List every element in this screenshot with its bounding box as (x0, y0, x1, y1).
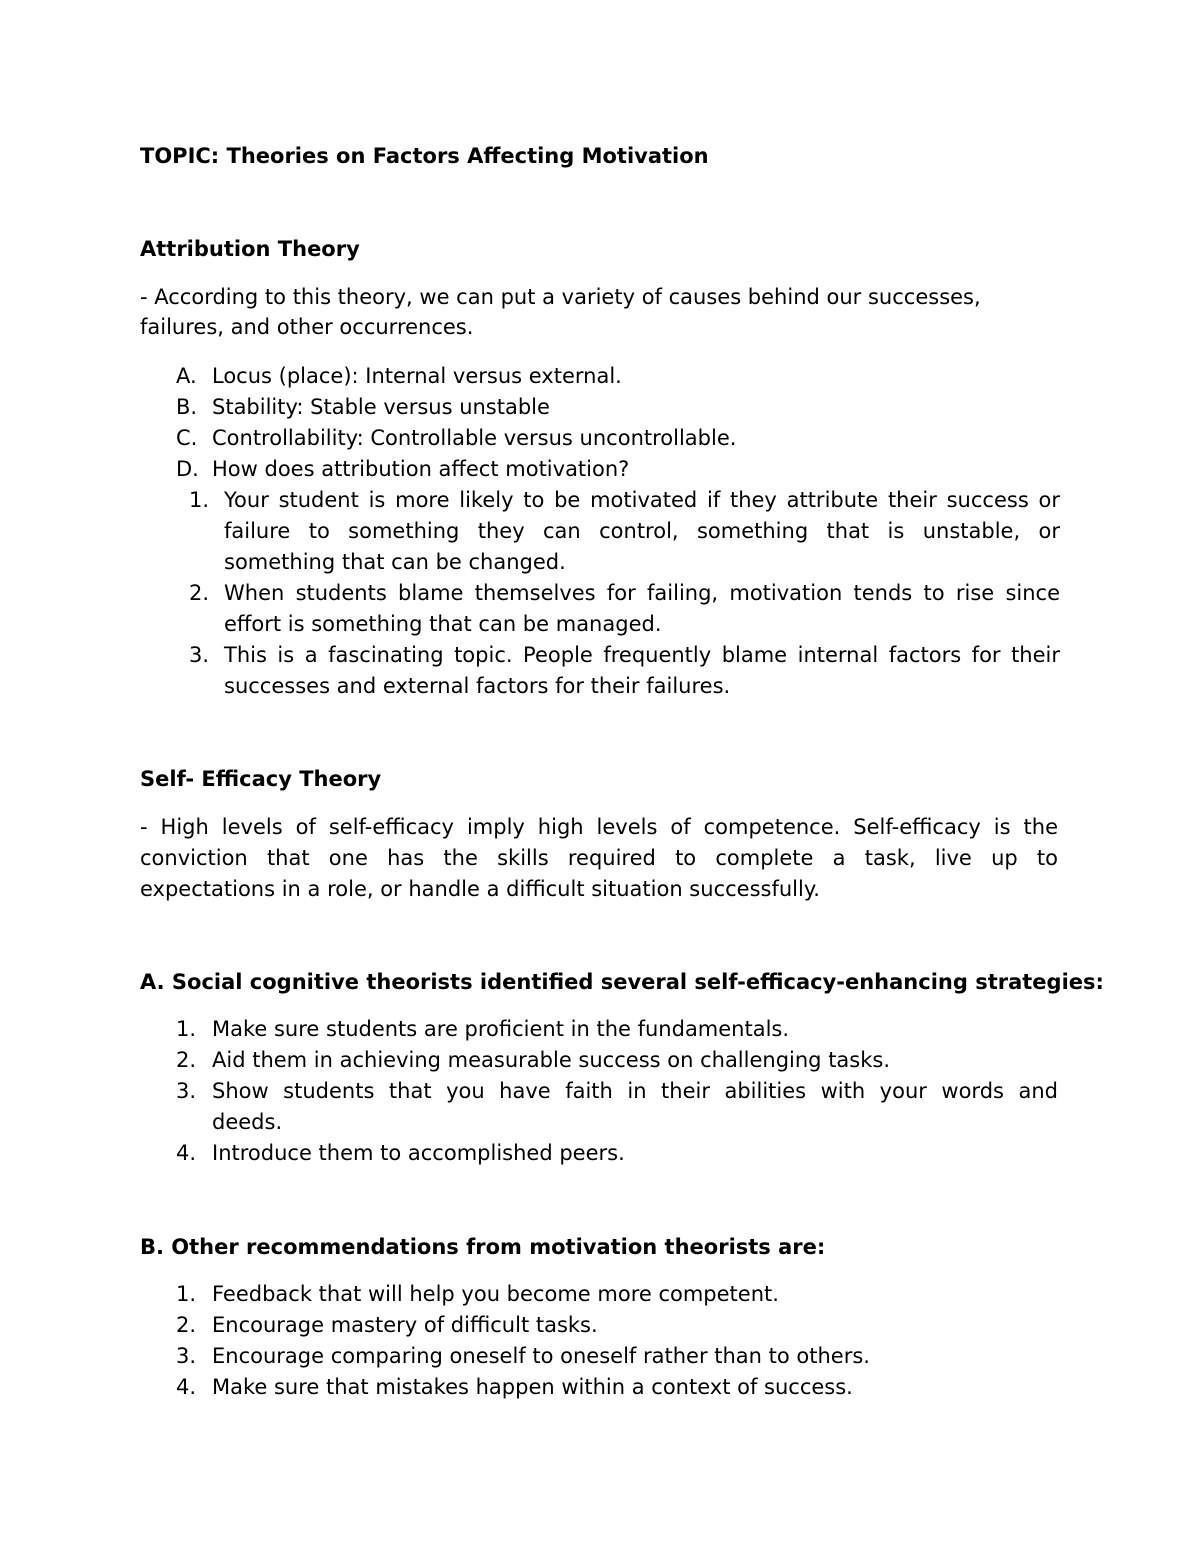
self-efficacy-intro-line: conviction that one has the skills required to complete a task, live up to (140, 846, 1058, 870)
section-b-heading: B. Other recommendations from motivation theorists are: (140, 1235, 826, 1259)
sublist-item-line: When students blame themselves for failing, motivation tends to rise since (224, 581, 1060, 605)
list-marker: 3. (176, 1079, 197, 1103)
sublist-item-line: This is a fascinating topic. People frequently blame internal factors for their (224, 643, 1060, 667)
list-item-text: Feedback that will help you become more competent. (212, 1282, 779, 1306)
list-marker: 1. (176, 1017, 197, 1041)
self-efficacy-intro-line: - High levels of self-efficacy imply high levels of competence. Self-efficacy is the (140, 815, 1058, 839)
sublist-item-line: failure to something they can control, something that is unstable, or (224, 519, 1060, 543)
attribution-intro-line-1: - According to this theory, we can put a variety of causes behind our successes, (140, 285, 981, 309)
list-item-text: Stability: Stable versus unstable (212, 395, 550, 419)
list-marker: C. (176, 426, 198, 450)
list-marker: 4. (176, 1375, 197, 1399)
list-item-text: Controllability: Controllable versus uncontrollable. (212, 426, 737, 450)
attribution-intro-line-2: failures, and other occurrences. (140, 315, 474, 339)
list-item-text: deeds. (212, 1110, 283, 1134)
list-item-text: Make sure students are proficient in the fundamentals. (212, 1017, 790, 1041)
list-marker: 4. (176, 1141, 197, 1165)
self-efficacy-heading: Self- Efficacy Theory (140, 767, 382, 791)
list-item-text: Encourage comparing oneself to oneself rather than to others. (212, 1344, 870, 1368)
list-marker: 3. (176, 1344, 197, 1368)
list-item-text: How does attribution affect motivation? (212, 457, 630, 481)
page-title: TOPIC: Theories on Factors Affecting Motivation (140, 144, 709, 168)
self-efficacy-intro-line: expectations in a role, or handle a difficult situation successfully. (140, 877, 820, 901)
list-marker: 1. (176, 1282, 197, 1306)
list-marker: D. (176, 457, 199, 481)
list-marker: A. (176, 364, 197, 388)
list-marker: B. (176, 395, 198, 419)
attribution-heading: Attribution Theory (140, 237, 360, 261)
list-marker: 3. (189, 643, 210, 667)
list-marker: 2. (189, 581, 210, 605)
list-marker: 2. (176, 1048, 197, 1072)
sublist-item-line: successes and external factors for their failures. (224, 674, 731, 698)
sublist-item-line: effort is something that can be managed. (224, 612, 662, 636)
list-item-text: Encourage mastery of difficult tasks. (212, 1313, 598, 1337)
list-item-text: Locus (place): Internal versus external. (212, 364, 622, 388)
sublist-item-line: Your student is more likely to be motivated if they attribute their success or (224, 488, 1060, 512)
sublist-item-line: something that can be changed. (224, 550, 566, 574)
list-item-text: Aid them in achieving measurable success on challenging tasks. (212, 1048, 891, 1072)
list-marker: 2. (176, 1313, 197, 1337)
list-item-text: Make sure that mistakes happen within a context of success. (212, 1375, 853, 1399)
section-a-heading: A. Social cognitive theorists identified several self-efficacy-enhancing strategies: (140, 970, 1104, 994)
list-marker: 1. (189, 488, 210, 512)
list-item-text: Introduce them to accomplished peers. (212, 1141, 625, 1165)
list-item-text: Show students that you have faith in their abilities with your words and (212, 1079, 1058, 1103)
